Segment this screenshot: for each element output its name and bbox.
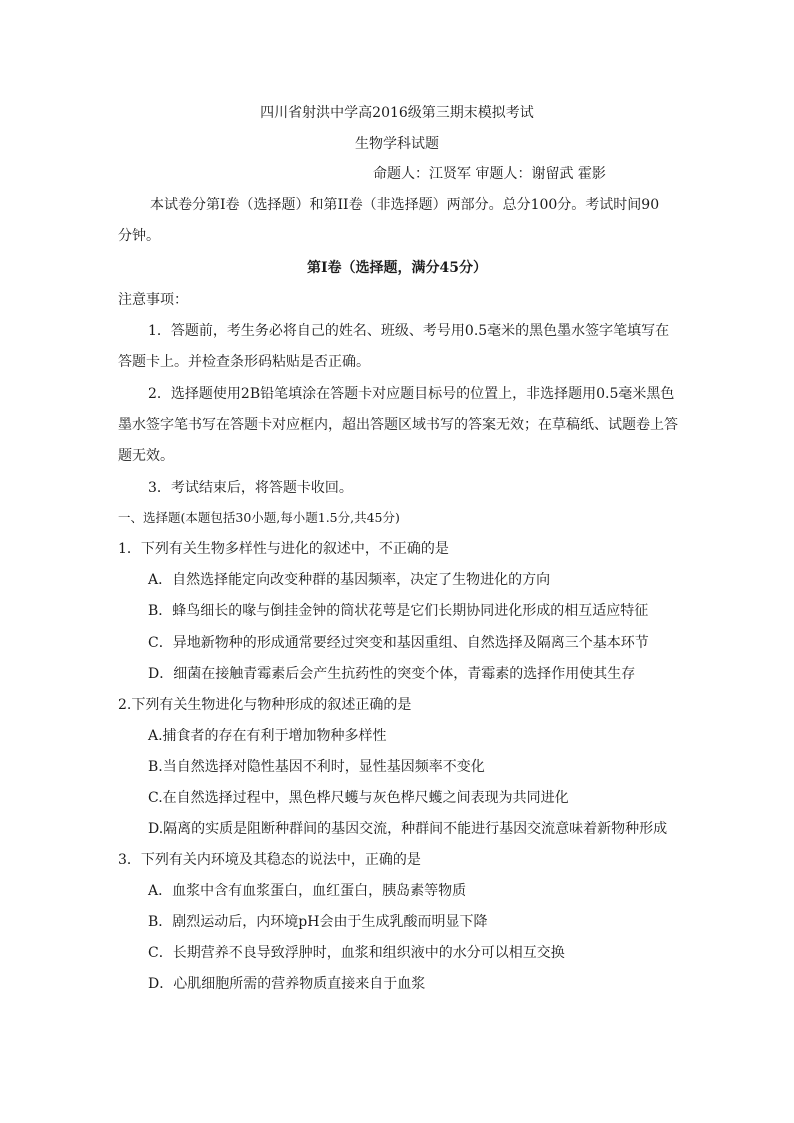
question-1-option-a: A．自然选择能定向改变种群的基因频率，决定了生物进化的方向 [148, 572, 551, 588]
intro-line-1: 本试卷分第Ⅰ卷（选择题）和第II卷（非选择题）两部分。总分100分。考试时间90 [150, 197, 660, 213]
notice-item-1-line-1: 1．答题前，考生务必将自己的姓名、班级、考号用0.5毫米的黑色墨水签字笔填写在 [148, 323, 670, 339]
question-2-option-b: B.当自然选择对隐性基因不利时，显性基因频率不变化 [148, 759, 485, 775]
section-title: 第Ⅰ卷（选择题，满分45分） [306, 260, 488, 276]
question-3-option-a: A．血浆中含有血浆蛋白，血红蛋白，胰岛素等物质 [148, 883, 467, 899]
question-1-stem: 1．下列有关生物多样性与进化的叙述中，不正确的是 [118, 541, 449, 557]
question-2-option-a: A.捕食者的存在有利于增加物种多样性 [148, 728, 387, 744]
intro-line-2: 分钟。 [118, 228, 160, 244]
authors-line: 命题人：江贤军 审题人：谢留武 霍影 [373, 166, 606, 182]
notice-heading: 注意事项： [118, 292, 188, 308]
notice-item-2-line-3: 题无效。 [118, 448, 174, 464]
question-1-option-b: B．蜂鸟细长的喙与倒挂金钟的筒状花萼是它们长期协同进化形成的相互适应特征 [148, 603, 649, 619]
part-heading: 一、选择题(本题包括30小题,每小题1.5分,共45分) [118, 510, 400, 525]
subject-title: 生物学科试题 [355, 136, 439, 152]
notice-item-2-line-2: 墨水签字笔书写在答题卡对应框内，超出答题区域书写的答案无效；在草稿纸、试题卷上答 [118, 417, 678, 433]
question-1-option-c: C．异地新物种的形成通常要经过突变和基因重组、自然选择及隔离三个基本环节 [148, 635, 649, 651]
question-3-stem: 3．下列有关内环境及其稳态的说法中，正确的是 [118, 852, 421, 868]
question-2-option-c: C.在自然选择过程中，黑色桦尺蠖与灰色桦尺蠖之间表现为共同进化 [148, 790, 569, 806]
question-3-option-d: D．心肌细胞所需的营养物质直接来自于血浆 [148, 976, 426, 992]
notice-item-1-line-2: 答题卡上。并检查条形码粘贴是否正确。 [118, 354, 370, 370]
question-2-stem: 2.下列有关生物进化与物种形成的叙述正确的是 [118, 697, 412, 713]
question-3-option-c: C．长期营养不良导致浮肿时，血浆和组织液中的水分可以相互交换 [148, 945, 565, 961]
question-1-option-d: D．细菌在接触青霉素后会产生抗药性的突变个体，青霉素的选择作用使其生存 [148, 666, 636, 682]
question-3-option-b: B．剧烈运动后，内环境pH会由于生成乳酸而明显下降 [148, 914, 488, 930]
notice-item-3: 3．考试结束后，将答题卡收回。 [148, 480, 353, 496]
question-2-option-d: D.隔离的实质是阻断种群间的基因交流，种群间不能进行基因交流意味着新物种形成 [148, 821, 668, 837]
exam-title: 四川省射洪中学高2016级第三期末模拟考试 [260, 105, 534, 121]
notice-item-2-line-1: 2．选择题使用2B铅笔填涂在答题卡对应题目标号的位置上，非选择题用0.5毫米黑色 [148, 386, 675, 402]
